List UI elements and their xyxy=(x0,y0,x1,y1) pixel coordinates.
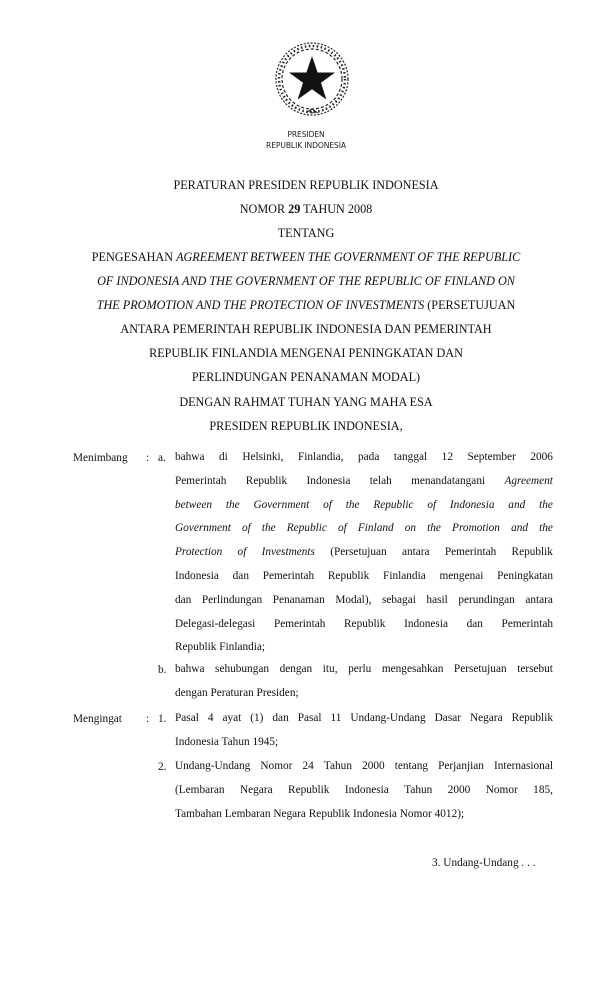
mengingat-item-text xyxy=(175,755,553,826)
paragraph-line: Government of the Republic of Finland on the Promotion and the xyxy=(175,522,553,535)
subject-line xyxy=(0,369,612,385)
nomor-value: 29 xyxy=(288,202,301,216)
subject-text: REPUBLIK FINLANDIA MENGENAI PENINGKATAN DAN xyxy=(149,346,463,360)
paragraph-line: Undang-Undang Nomor 24 Tahun 2000 tentang Perjanjian Internasional xyxy=(175,760,553,772)
menimbang-item-marker: b. xyxy=(158,664,167,676)
menimbang-label: Menimbang xyxy=(73,452,128,464)
subject-line xyxy=(0,321,612,337)
presidential-emblem-icon xyxy=(272,39,352,119)
subject-text: (PERSETUJUAN xyxy=(424,298,516,312)
preamble-line-2: PRESIDEN REPUBLIK INDONESIA, xyxy=(209,419,403,433)
mengingat-item-marker: 2. xyxy=(158,761,167,773)
caption-republik-indonesia: REPUBLIK INDONESIA xyxy=(266,141,346,150)
nomor-prefix: NOMOR xyxy=(239,202,289,216)
subject-line xyxy=(0,273,612,289)
menimbang-item-text xyxy=(175,658,553,706)
mengingat-item-text xyxy=(175,707,553,755)
subject-line xyxy=(0,345,612,361)
caption-presiden: PRESIDEN xyxy=(287,130,325,139)
mengingat-label: Mengingat xyxy=(73,713,122,725)
emblem-caption xyxy=(0,129,612,151)
paragraph-line: Protection of Investments (Persetujuan antara Pemerintah Republik xyxy=(175,546,553,559)
page-continuation: 3. Undang-Undang . . . xyxy=(432,857,536,869)
subject-text: PENGESAHAN xyxy=(91,250,177,264)
mengingat-colon: : xyxy=(146,713,150,725)
preamble-line-1: DENGAN RAHMAT TUHAN YANG MAHA ESA xyxy=(179,395,433,409)
subject-text: ANTARA PEMERINTAH REPUBLIK INDONESIA DAN PEMERINTAH xyxy=(120,322,492,336)
subject-line xyxy=(0,297,612,313)
paragraph-line: Republik Finlandia; xyxy=(175,641,266,654)
menimbang-item-text xyxy=(175,446,553,660)
subject-italic-text: THE PROMOTION AND THE PROTECTION OF INVESTMENTS xyxy=(96,298,425,312)
paragraph-line: bahwa di Helsinki, Finlandia, pada tanggal 12 September 2006 xyxy=(175,451,553,463)
paragraph-line: Tambahan Lembaran Negara Republik Indonesia Nomor 4012); xyxy=(175,807,465,820)
mengingat-item-marker: 1. xyxy=(158,713,167,725)
paragraph-line: dan Perlindungan Penanaman Modal), sebagai hasil perundingan antara xyxy=(175,593,553,606)
paragraph-line: Indonesia Tahun 1945; xyxy=(175,735,279,748)
paragraph-line: Indonesia dan Pemerintah Republik Finlandia mengenai Peningkatan xyxy=(175,569,553,582)
nomor-suffix: TAHUN 2008 xyxy=(300,202,373,216)
paragraph-line: Pasal 4 ayat (1) dan Pasal 11 Undang-Undang Dasar Negara Republik xyxy=(175,712,553,724)
subject-italic-text: OF INDONESIA AND THE GOVERNMENT OF THE REPUBLIC OF FINLAND ON xyxy=(97,274,515,288)
paragraph-line: Pemerintah Republik Indonesia telah menandatangani Agreement xyxy=(175,474,553,487)
paragraph-line: Delegasi-delegasi Pemerintah Republik Indonesia dan Pemerintah xyxy=(175,617,553,630)
paragraph-line: dengan Peraturan Presiden; xyxy=(175,686,299,699)
subject-line xyxy=(0,249,612,265)
paragraph-line: (Lembaran Negara Republik Indonesia Tahun 2000 Nomor 185, xyxy=(175,783,553,796)
tentang-heading: TENTANG xyxy=(277,226,335,240)
subject-text: PERLINDUNGAN PENANAMAN MODAL) xyxy=(191,370,421,384)
paragraph-line: bahwa sehubungan dengan itu, perlu mengesahkan Persetujuan tersebut xyxy=(175,663,553,675)
subject-italic-text: AGREEMENT BETWEEN THE GOVERNMENT OF THE REPUBLIC xyxy=(176,250,521,264)
regulation-number xyxy=(0,201,612,217)
paragraph-line: between the Government of the Republic of Indonesia and the xyxy=(175,498,553,511)
regulation-title: PERATURAN PRESIDEN REPUBLIK INDONESIA xyxy=(173,178,439,192)
menimbang-item-marker: a. xyxy=(158,452,166,464)
menimbang-colon: : xyxy=(146,452,150,464)
